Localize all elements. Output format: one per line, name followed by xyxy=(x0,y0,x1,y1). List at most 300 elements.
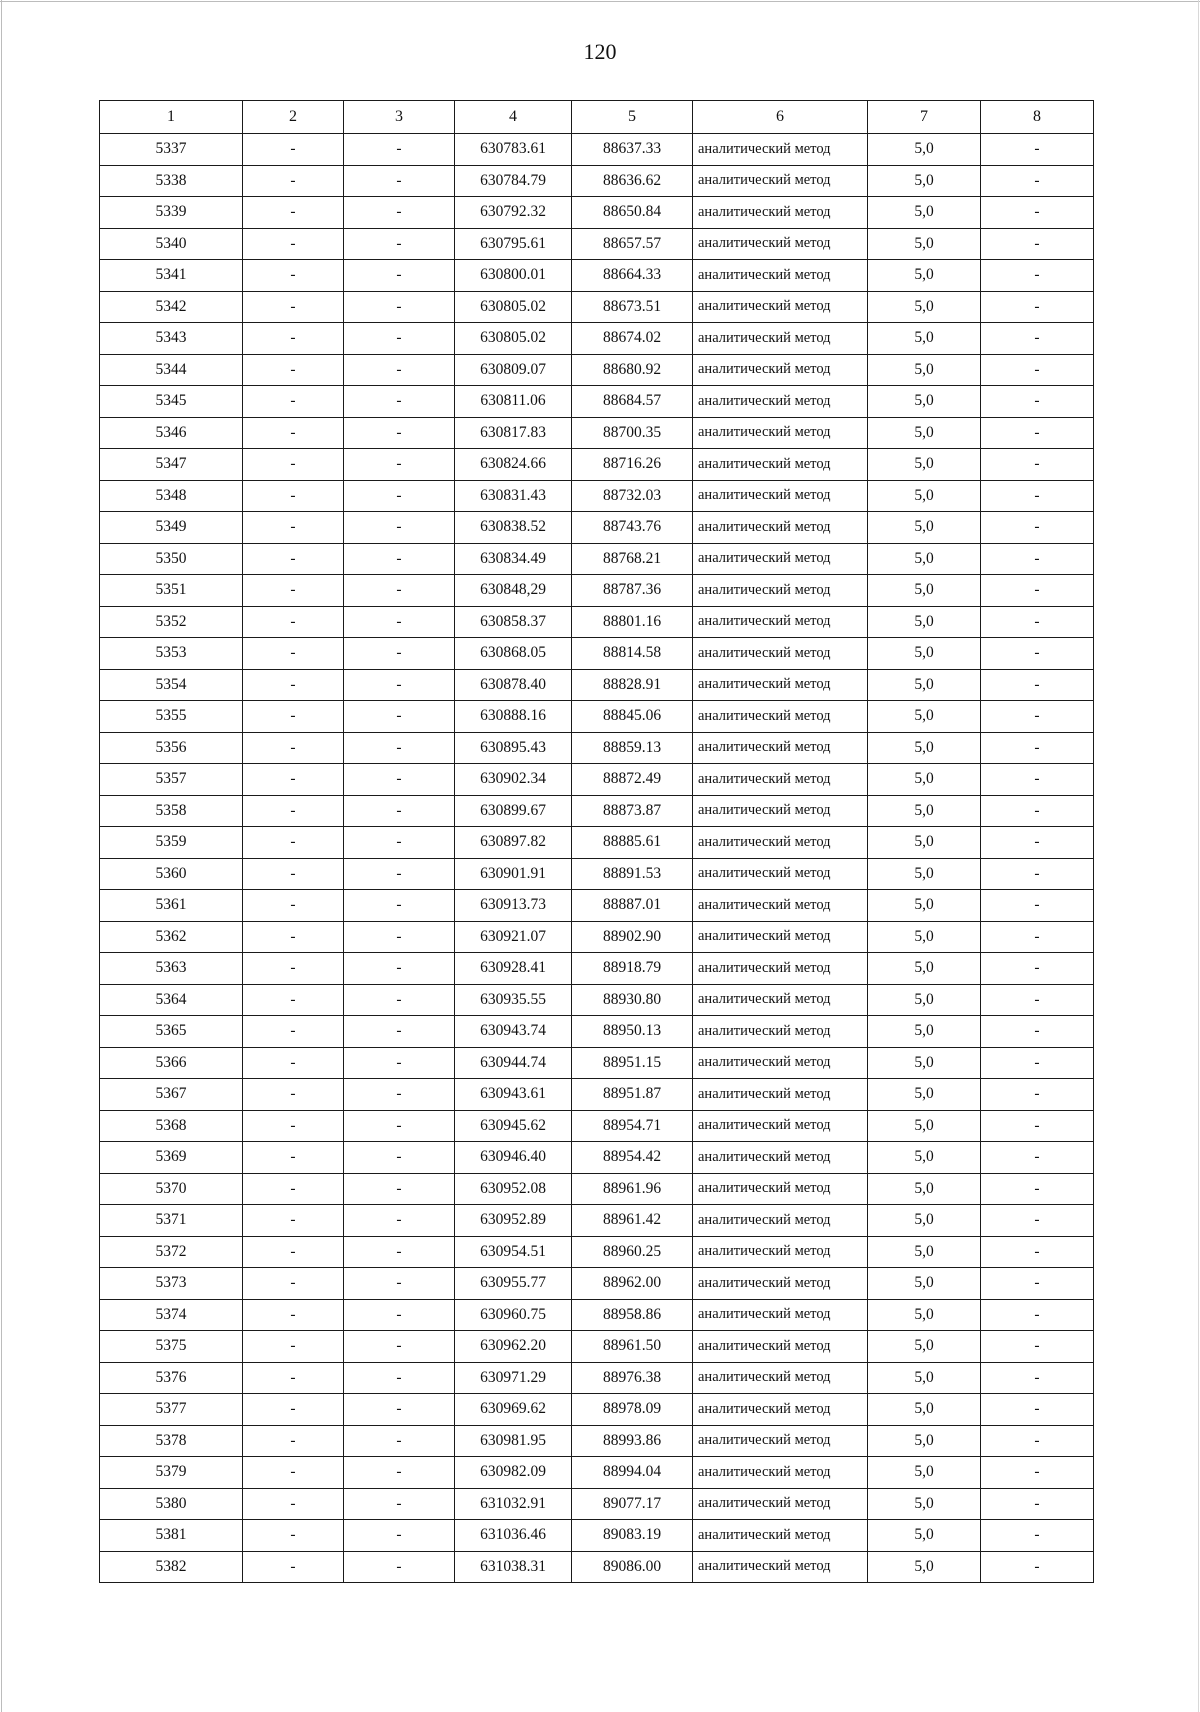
table-row xyxy=(100,1268,1094,1300)
method-cell: аналитический метод xyxy=(693,134,868,166)
method-cell: аналитический метод xyxy=(693,354,868,386)
y-coordinate-cell: 88954.42 xyxy=(572,1142,693,1174)
column-2-cell: - xyxy=(243,228,344,260)
column-3-cell: - xyxy=(344,732,455,764)
accuracy-cell: 5,0 xyxy=(868,1299,981,1331)
x-coordinate-cell: 630902.34 xyxy=(455,764,572,796)
method-cell: аналитический метод xyxy=(693,197,868,229)
point-number-cell: 5365 xyxy=(100,1016,243,1048)
column-8-cell: - xyxy=(981,543,1094,575)
method-cell: аналитический метод xyxy=(693,575,868,607)
y-coordinate-cell: 89077.17 xyxy=(572,1488,693,1520)
accuracy-cell: 5,0 xyxy=(868,1047,981,1079)
column-2-cell: - xyxy=(243,323,344,355)
column-8-cell: - xyxy=(981,260,1094,292)
column-2-cell: - xyxy=(243,858,344,890)
point-number-cell: 5361 xyxy=(100,890,243,922)
x-coordinate-cell: 630878.40 xyxy=(455,669,572,701)
x-coordinate-cell: 630971.29 xyxy=(455,1362,572,1394)
accuracy-cell: 5,0 xyxy=(868,134,981,166)
x-coordinate-cell: 630795.61 xyxy=(455,228,572,260)
column-3-cell: - xyxy=(344,197,455,229)
column-header: 2 xyxy=(243,101,344,134)
accuracy-cell: 5,0 xyxy=(868,1331,981,1363)
method-cell: аналитический метод xyxy=(693,1110,868,1142)
x-coordinate-cell: 630838.52 xyxy=(455,512,572,544)
x-coordinate-cell: 630834.49 xyxy=(455,543,572,575)
column-3-cell: - xyxy=(344,1268,455,1300)
column-3-cell: - xyxy=(344,638,455,670)
column-3-cell: - xyxy=(344,1142,455,1174)
point-number-cell: 5352 xyxy=(100,606,243,638)
column-2-cell: - xyxy=(243,921,344,953)
column-3-cell: - xyxy=(344,417,455,449)
method-cell: аналитический метод xyxy=(693,732,868,764)
column-2-cell: - xyxy=(243,732,344,764)
column-8-cell: - xyxy=(981,165,1094,197)
table-row xyxy=(100,1205,1094,1237)
point-number-cell: 5338 xyxy=(100,165,243,197)
x-coordinate-cell: 630955.77 xyxy=(455,1268,572,1300)
y-coordinate-cell: 88637.33 xyxy=(572,134,693,166)
table-row xyxy=(100,417,1094,449)
table-row xyxy=(100,606,1094,638)
x-coordinate-cell: 630982.09 xyxy=(455,1457,572,1489)
point-number-cell: 5348 xyxy=(100,480,243,512)
point-number-cell: 5354 xyxy=(100,669,243,701)
column-8-cell: - xyxy=(981,858,1094,890)
method-cell: аналитический метод xyxy=(693,386,868,418)
accuracy-cell: 5,0 xyxy=(868,606,981,638)
column-8-cell: - xyxy=(981,1331,1094,1363)
accuracy-cell: 5,0 xyxy=(868,921,981,953)
y-coordinate-cell: 88716.26 xyxy=(572,449,693,481)
header-row xyxy=(100,101,1094,134)
y-coordinate-cell: 88828.91 xyxy=(572,669,693,701)
method-cell: аналитический метод xyxy=(693,1362,868,1394)
column-2-cell: - xyxy=(243,1110,344,1142)
accuracy-cell: 5,0 xyxy=(868,1520,981,1552)
point-number-cell: 5342 xyxy=(100,291,243,323)
column-2-cell: - xyxy=(243,1047,344,1079)
column-3-cell: - xyxy=(344,669,455,701)
x-coordinate-cell: 630943.74 xyxy=(455,1016,572,1048)
point-number-cell: 5379 xyxy=(100,1457,243,1489)
method-cell: аналитический метод xyxy=(693,1079,868,1111)
accuracy-cell: 5,0 xyxy=(868,984,981,1016)
point-number-cell: 5367 xyxy=(100,1079,243,1111)
column-3-cell: - xyxy=(344,1520,455,1552)
x-coordinate-cell: 630811.06 xyxy=(455,386,572,418)
x-coordinate-cell: 630800.01 xyxy=(455,260,572,292)
method-cell: аналитический метод xyxy=(693,449,868,481)
column-3-cell: - xyxy=(344,1173,455,1205)
point-number-cell: 5341 xyxy=(100,260,243,292)
column-8-cell: - xyxy=(981,386,1094,418)
point-number-cell: 5346 xyxy=(100,417,243,449)
accuracy-cell: 5,0 xyxy=(868,354,981,386)
column-8-cell: - xyxy=(981,1079,1094,1111)
column-3-cell: - xyxy=(344,953,455,985)
method-cell: аналитический метод xyxy=(693,1205,868,1237)
x-coordinate-cell: 630943.61 xyxy=(455,1079,572,1111)
column-2-cell: - xyxy=(243,1299,344,1331)
y-coordinate-cell: 88801.16 xyxy=(572,606,693,638)
column-2-cell: - xyxy=(243,1205,344,1237)
column-3-cell: - xyxy=(344,1205,455,1237)
accuracy-cell: 5,0 xyxy=(868,291,981,323)
y-coordinate-cell: 88918.79 xyxy=(572,953,693,985)
y-coordinate-cell: 88891.53 xyxy=(572,858,693,890)
accuracy-cell: 5,0 xyxy=(868,1236,981,1268)
column-8-cell: - xyxy=(981,1457,1094,1489)
point-number-cell: 5364 xyxy=(100,984,243,1016)
method-cell: аналитический метод xyxy=(693,638,868,670)
column-3-cell: - xyxy=(344,795,455,827)
column-2-cell: - xyxy=(243,1488,344,1520)
y-coordinate-cell: 88700.35 xyxy=(572,417,693,449)
accuracy-cell: 5,0 xyxy=(868,953,981,985)
column-8-cell: - xyxy=(981,953,1094,985)
x-coordinate-cell: 630913.73 xyxy=(455,890,572,922)
method-cell: аналитический метод xyxy=(693,1268,868,1300)
column-2-cell: - xyxy=(243,1236,344,1268)
page-edge-right xyxy=(1198,0,1199,1712)
y-coordinate-cell: 88951.15 xyxy=(572,1047,693,1079)
table-row xyxy=(100,984,1094,1016)
column-3-cell: - xyxy=(344,1299,455,1331)
method-cell: аналитический метод xyxy=(693,1425,868,1457)
method-cell: аналитический метод xyxy=(693,1394,868,1426)
column-3-cell: - xyxy=(344,228,455,260)
y-coordinate-cell: 88961.42 xyxy=(572,1205,693,1237)
method-cell: аналитический метод xyxy=(693,669,868,701)
table-row xyxy=(100,134,1094,166)
point-number-cell: 5349 xyxy=(100,512,243,544)
column-8-cell: - xyxy=(981,1142,1094,1174)
point-number-cell: 5380 xyxy=(100,1488,243,1520)
point-number-cell: 5366 xyxy=(100,1047,243,1079)
table-row xyxy=(100,1142,1094,1174)
column-2-cell: - xyxy=(243,1142,344,1174)
column-2-cell: - xyxy=(243,984,344,1016)
accuracy-cell: 5,0 xyxy=(868,480,981,512)
column-8-cell: - xyxy=(981,291,1094,323)
y-coordinate-cell: 88950.13 xyxy=(572,1016,693,1048)
column-header: 3 xyxy=(344,101,455,134)
method-cell: аналитический метод xyxy=(693,606,868,638)
method-cell: аналитический метод xyxy=(693,228,868,260)
y-coordinate-cell: 88872.49 xyxy=(572,764,693,796)
y-coordinate-cell: 88961.50 xyxy=(572,1331,693,1363)
method-cell: аналитический метод xyxy=(693,764,868,796)
y-coordinate-cell: 88768.21 xyxy=(572,543,693,575)
y-coordinate-cell: 88859.13 xyxy=(572,732,693,764)
column-3-cell: - xyxy=(344,827,455,859)
column-8-cell: - xyxy=(981,1236,1094,1268)
column-2-cell: - xyxy=(243,1016,344,1048)
method-cell: аналитический метод xyxy=(693,701,868,733)
column-3-cell: - xyxy=(344,512,455,544)
y-coordinate-cell: 88873.87 xyxy=(572,795,693,827)
point-number-cell: 5340 xyxy=(100,228,243,260)
accuracy-cell: 5,0 xyxy=(868,1079,981,1111)
x-coordinate-cell: 630783.61 xyxy=(455,134,572,166)
table-row xyxy=(100,1236,1094,1268)
column-2-cell: - xyxy=(243,543,344,575)
column-header: 8 xyxy=(981,101,1094,134)
accuracy-cell: 5,0 xyxy=(868,1488,981,1520)
table-row xyxy=(100,480,1094,512)
table-row xyxy=(100,1551,1094,1583)
method-cell: аналитический метод xyxy=(693,1016,868,1048)
page-edge-top xyxy=(0,1,1200,2)
column-header: 4 xyxy=(455,101,572,134)
point-number-cell: 5378 xyxy=(100,1425,243,1457)
column-8-cell: - xyxy=(981,890,1094,922)
point-number-cell: 5377 xyxy=(100,1394,243,1426)
y-coordinate-cell: 88732.03 xyxy=(572,480,693,512)
x-coordinate-cell: 630935.55 xyxy=(455,984,572,1016)
table-row xyxy=(100,732,1094,764)
table-header xyxy=(100,101,1094,134)
table-row xyxy=(100,764,1094,796)
column-8-cell: - xyxy=(981,354,1094,386)
y-coordinate-cell: 88674.02 xyxy=(572,323,693,355)
column-2-cell: - xyxy=(243,606,344,638)
x-coordinate-cell: 630921.07 xyxy=(455,921,572,953)
x-coordinate-cell: 630952.08 xyxy=(455,1173,572,1205)
point-number-cell: 5347 xyxy=(100,449,243,481)
method-cell: аналитический метод xyxy=(693,1236,868,1268)
accuracy-cell: 5,0 xyxy=(868,228,981,260)
accuracy-cell: 5,0 xyxy=(868,732,981,764)
column-8-cell: - xyxy=(981,575,1094,607)
table-row xyxy=(100,1079,1094,1111)
method-cell: аналитический метод xyxy=(693,1520,868,1552)
point-number-cell: 5356 xyxy=(100,732,243,764)
point-number-cell: 5357 xyxy=(100,764,243,796)
column-2-cell: - xyxy=(243,669,344,701)
x-coordinate-cell: 630868.05 xyxy=(455,638,572,670)
method-cell: аналитический метод xyxy=(693,543,868,575)
point-number-cell: 5353 xyxy=(100,638,243,670)
method-cell: аналитический метод xyxy=(693,953,868,985)
column-8-cell: - xyxy=(981,795,1094,827)
x-coordinate-cell: 630784.79 xyxy=(455,165,572,197)
method-cell: аналитический метод xyxy=(693,1047,868,1079)
table-row xyxy=(100,1047,1094,1079)
accuracy-cell: 5,0 xyxy=(868,1110,981,1142)
column-2-cell: - xyxy=(243,764,344,796)
column-2-cell: - xyxy=(243,1394,344,1426)
point-number-cell: 5359 xyxy=(100,827,243,859)
table-row xyxy=(100,827,1094,859)
column-3-cell: - xyxy=(344,1362,455,1394)
accuracy-cell: 5,0 xyxy=(868,512,981,544)
column-2-cell: - xyxy=(243,417,344,449)
point-number-cell: 5351 xyxy=(100,575,243,607)
column-3-cell: - xyxy=(344,1331,455,1363)
y-coordinate-cell: 88958.86 xyxy=(572,1299,693,1331)
y-coordinate-cell: 88993.86 xyxy=(572,1425,693,1457)
column-2-cell: - xyxy=(243,890,344,922)
point-number-cell: 5368 xyxy=(100,1110,243,1142)
accuracy-cell: 5,0 xyxy=(868,1268,981,1300)
y-coordinate-cell: 88845.06 xyxy=(572,701,693,733)
point-number-cell: 5355 xyxy=(100,701,243,733)
method-cell: аналитический метод xyxy=(693,291,868,323)
x-coordinate-cell: 630952.89 xyxy=(455,1205,572,1237)
y-coordinate-cell: 89083.19 xyxy=(572,1520,693,1552)
x-coordinate-cell: 630945.62 xyxy=(455,1110,572,1142)
point-number-cell: 5358 xyxy=(100,795,243,827)
table-row xyxy=(100,669,1094,701)
column-2-cell: - xyxy=(243,1173,344,1205)
column-8-cell: - xyxy=(981,921,1094,953)
point-number-cell: 5344 xyxy=(100,354,243,386)
point-number-cell: 5382 xyxy=(100,1551,243,1583)
x-coordinate-cell: 630944.74 xyxy=(455,1047,572,1079)
y-coordinate-cell: 88743.76 xyxy=(572,512,693,544)
column-8-cell: - xyxy=(981,1299,1094,1331)
table-row xyxy=(100,1362,1094,1394)
column-2-cell: - xyxy=(243,1551,344,1583)
y-coordinate-cell: 88657.57 xyxy=(572,228,693,260)
x-coordinate-cell: 631036.46 xyxy=(455,1520,572,1552)
x-coordinate-cell: 630888.16 xyxy=(455,701,572,733)
y-coordinate-cell: 88684.57 xyxy=(572,386,693,418)
x-coordinate-cell: 630897.82 xyxy=(455,827,572,859)
accuracy-cell: 5,0 xyxy=(868,543,981,575)
accuracy-cell: 5,0 xyxy=(868,260,981,292)
column-3-cell: - xyxy=(344,606,455,638)
column-8-cell: - xyxy=(981,1425,1094,1457)
point-number-cell: 5375 xyxy=(100,1331,243,1363)
x-coordinate-cell: 630928.41 xyxy=(455,953,572,985)
y-coordinate-cell: 88636.62 xyxy=(572,165,693,197)
accuracy-cell: 5,0 xyxy=(868,1016,981,1048)
table-row xyxy=(100,512,1094,544)
point-number-cell: 5374 xyxy=(100,1299,243,1331)
method-cell: аналитический метод xyxy=(693,984,868,1016)
point-number-cell: 5369 xyxy=(100,1142,243,1174)
column-2-cell: - xyxy=(243,1362,344,1394)
column-8-cell: - xyxy=(981,1362,1094,1394)
x-coordinate-cell: 630895.43 xyxy=(455,732,572,764)
method-cell: аналитический метод xyxy=(693,1457,868,1489)
accuracy-cell: 5,0 xyxy=(868,1394,981,1426)
point-number-cell: 5337 xyxy=(100,134,243,166)
column-8-cell: - xyxy=(981,449,1094,481)
point-number-cell: 5363 xyxy=(100,953,243,985)
table-row xyxy=(100,1110,1094,1142)
table-row xyxy=(100,1016,1094,1048)
column-8-cell: - xyxy=(981,732,1094,764)
point-number-cell: 5362 xyxy=(100,921,243,953)
column-2-cell: - xyxy=(243,1425,344,1457)
column-3-cell: - xyxy=(344,291,455,323)
column-8-cell: - xyxy=(981,1205,1094,1237)
column-8-cell: - xyxy=(981,701,1094,733)
table-row xyxy=(100,1394,1094,1426)
table-row xyxy=(100,1425,1094,1457)
column-8-cell: - xyxy=(981,323,1094,355)
accuracy-cell: 5,0 xyxy=(868,890,981,922)
column-8-cell: - xyxy=(981,197,1094,229)
column-3-cell: - xyxy=(344,764,455,796)
accuracy-cell: 5,0 xyxy=(868,1173,981,1205)
point-number-cell: 5376 xyxy=(100,1362,243,1394)
column-3-cell: - xyxy=(344,1394,455,1426)
table-row xyxy=(100,1331,1094,1363)
accuracy-cell: 5,0 xyxy=(868,386,981,418)
column-8-cell: - xyxy=(981,480,1094,512)
y-coordinate-cell: 88673.51 xyxy=(572,291,693,323)
point-number-cell: 5370 xyxy=(100,1173,243,1205)
y-coordinate-cell: 88814.58 xyxy=(572,638,693,670)
x-coordinate-cell: 630817.83 xyxy=(455,417,572,449)
y-coordinate-cell: 88650.84 xyxy=(572,197,693,229)
y-coordinate-cell: 88976.38 xyxy=(572,1362,693,1394)
column-3-cell: - xyxy=(344,890,455,922)
point-number-cell: 5339 xyxy=(100,197,243,229)
x-coordinate-cell: 630981.95 xyxy=(455,1425,572,1457)
accuracy-cell: 5,0 xyxy=(868,701,981,733)
column-3-cell: - xyxy=(344,1079,455,1111)
table-row xyxy=(100,197,1094,229)
table-row xyxy=(100,858,1094,890)
method-cell: аналитический метод xyxy=(693,1299,868,1331)
column-3-cell: - xyxy=(344,354,455,386)
table-row xyxy=(100,1520,1094,1552)
x-coordinate-cell: 630792.32 xyxy=(455,197,572,229)
method-cell: аналитический метод xyxy=(693,858,868,890)
accuracy-cell: 5,0 xyxy=(868,858,981,890)
x-coordinate-cell: 630960.75 xyxy=(455,1299,572,1331)
table-row xyxy=(100,921,1094,953)
column-3-cell: - xyxy=(344,543,455,575)
column-3-cell: - xyxy=(344,575,455,607)
column-3-cell: - xyxy=(344,386,455,418)
column-8-cell: - xyxy=(981,134,1094,166)
y-coordinate-cell: 88960.25 xyxy=(572,1236,693,1268)
table-row xyxy=(100,638,1094,670)
table-row xyxy=(100,449,1094,481)
x-coordinate-cell: 630858.37 xyxy=(455,606,572,638)
column-3-cell: - xyxy=(344,1110,455,1142)
column-3-cell: - xyxy=(344,1236,455,1268)
coordinates-table xyxy=(99,100,1094,1583)
column-8-cell: - xyxy=(981,1110,1094,1142)
column-3-cell: - xyxy=(344,984,455,1016)
method-cell: аналитический метод xyxy=(693,1173,868,1205)
y-coordinate-cell: 88962.00 xyxy=(572,1268,693,1300)
y-coordinate-cell: 88930.80 xyxy=(572,984,693,1016)
column-2-cell: - xyxy=(243,480,344,512)
y-coordinate-cell: 89086.00 xyxy=(572,1551,693,1583)
column-3-cell: - xyxy=(344,134,455,166)
column-2-cell: - xyxy=(243,512,344,544)
point-number-cell: 5345 xyxy=(100,386,243,418)
column-8-cell: - xyxy=(981,1173,1094,1205)
accuracy-cell: 5,0 xyxy=(868,165,981,197)
column-8-cell: - xyxy=(981,827,1094,859)
x-coordinate-cell: 630901.91 xyxy=(455,858,572,890)
column-2-cell: - xyxy=(243,1457,344,1489)
x-coordinate-cell: 630805.02 xyxy=(455,291,572,323)
column-8-cell: - xyxy=(981,1268,1094,1300)
